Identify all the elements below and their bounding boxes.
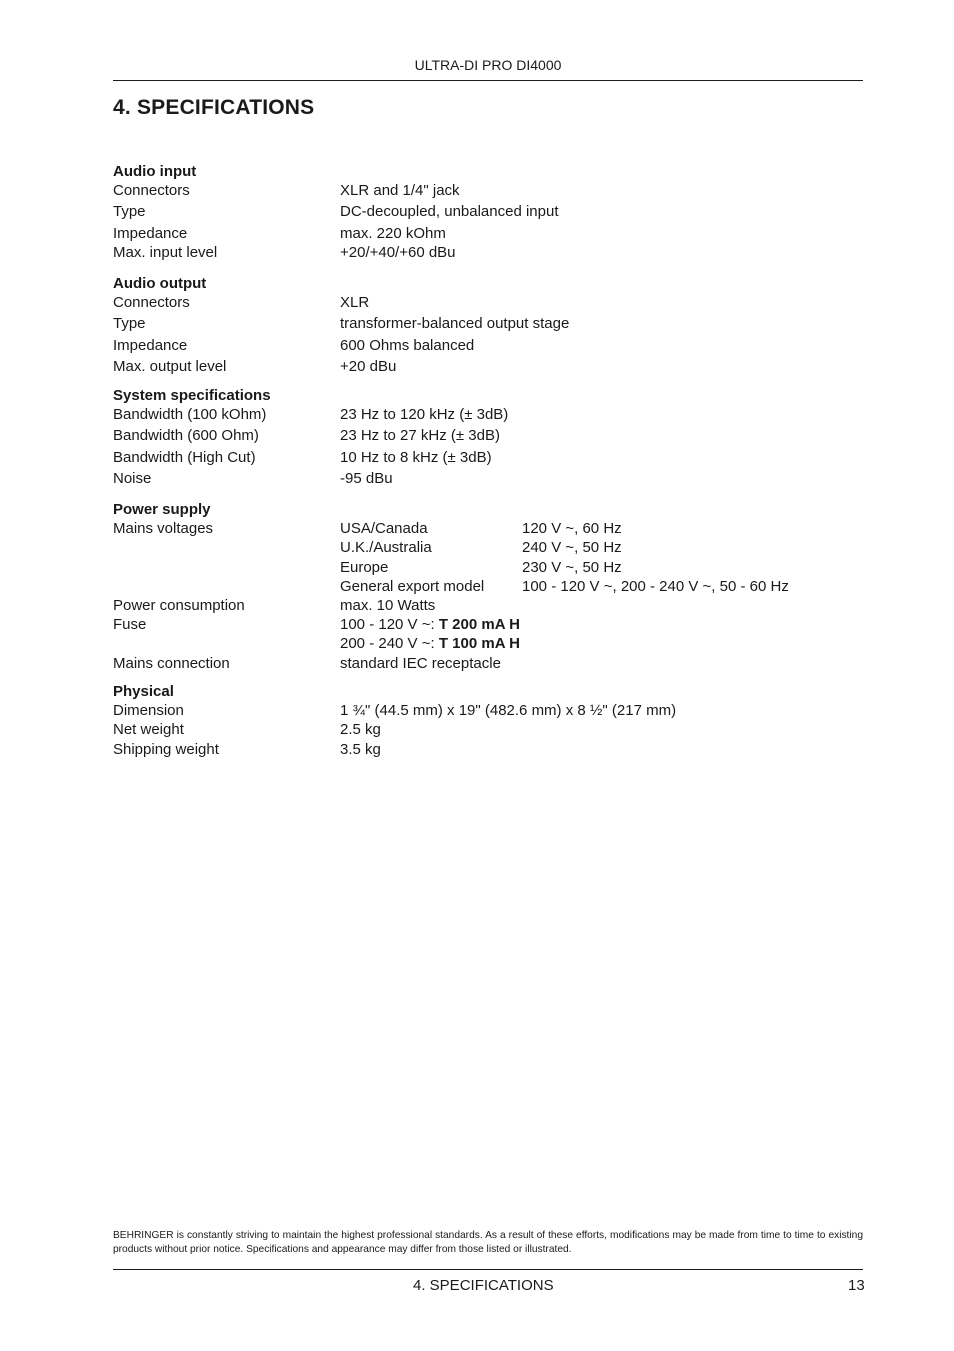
fuse-rating: T 200 mA H <box>438 616 520 633</box>
header-rule <box>113 80 863 81</box>
spec-label: Shipping weight <box>113 741 219 758</box>
spec-label: Net weight <box>113 721 184 738</box>
spec-value: transformer-balanced output stage <box>340 315 570 332</box>
spec-label: Type <box>113 203 146 220</box>
fuse-rating: T 100 mA H <box>438 635 520 652</box>
spec-label: Bandwidth (100 kOhm) <box>113 406 267 423</box>
spec-value: DC-decoupled, unbalanced input <box>340 203 559 220</box>
spec-value: 23 Hz to 27 kHz (± 3dB) <box>340 427 500 444</box>
spec-label: Power consumption <box>113 597 245 614</box>
mains-voltage: 120 V ~, 60 Hz <box>522 520 622 537</box>
spec-label: Type <box>113 315 146 332</box>
section-title-audio-output: Audio output <box>113 275 207 292</box>
spec-value: max. 220 kOhm <box>340 225 446 242</box>
spec-value: +20/+40/+60 dBu <box>340 244 456 261</box>
spec-value: max. 10 Watts <box>340 597 436 614</box>
running-header: ULTRA-DI PRO DI4000 <box>414 57 562 73</box>
footer-rule <box>113 1269 863 1270</box>
spec-value: 2.5 kg <box>340 721 381 738</box>
spec-value: standard IEC receptacle <box>340 655 501 672</box>
spec-value: XLR <box>340 294 370 311</box>
spec-label: Max. output level <box>113 358 227 375</box>
fuse-voltage: 100 - 120 V ~: <box>340 616 439 633</box>
fuse-voltage: 200 - 240 V ~: <box>340 635 439 652</box>
section-title-power-supply: Power supply <box>113 501 211 518</box>
section-title-physical: Physical <box>113 683 174 700</box>
mains-voltage: 230 V ~, 50 Hz <box>522 559 622 576</box>
section-title-system: System specifications <box>113 387 271 404</box>
page-number: 13 <box>848 1277 865 1294</box>
spec-value: 600 Ohms balanced <box>340 337 475 354</box>
fuse-value <box>340 635 520 653</box>
mains-region: General export model <box>340 578 485 595</box>
spec-value: 10 Hz to 8 kHz (± 3dB) <box>340 449 492 466</box>
spec-label: Fuse <box>113 616 147 633</box>
spec-label: Noise <box>113 470 152 487</box>
spec-label: Connectors <box>113 294 190 311</box>
spec-label: Dimension <box>113 702 184 719</box>
mains-region: U.K./Australia <box>340 539 432 556</box>
spec-value: -95 dBu <box>340 470 393 487</box>
spec-value: XLR and 1/4" jack <box>340 182 460 199</box>
page-title: 4. SPECIFICATIONS <box>113 96 315 119</box>
spec-label: Max. input level <box>113 244 218 261</box>
spec-value: 3.5 kg <box>340 741 381 758</box>
footer-section-title: 4. SPECIFICATIONS <box>413 1277 554 1294</box>
mains-voltage: 100 - 120 V ~, 200 - 240 V ~, 50 - 60 Hz <box>522 578 789 595</box>
spec-label: Impedance <box>113 225 188 242</box>
spec-value: +20 dBu <box>340 358 397 375</box>
spec-label: Bandwidth (High Cut) <box>113 449 256 466</box>
section-title-audio-input: Audio input <box>113 163 197 180</box>
disclaimer-text: BEHRINGER is constantly striving to maintain the highest professional standards. As a result of these efforts, modifications may be made from time to time to existing products without prior notice. Specifications and appearance may differ from those listed or illustrated. <box>113 1230 863 1255</box>
spec-label: Impedance <box>113 337 188 354</box>
mains-region: Europe <box>340 559 389 576</box>
spec-label: Connectors <box>113 182 190 199</box>
spec-label: Mains voltages <box>113 520 214 537</box>
spec-value: 1 ¾" (44.5 mm) x 19" (482.6 mm) x 8 ½" (217 mm) <box>340 702 677 719</box>
spec-label: Mains connection <box>113 655 230 672</box>
spec-value: 23 Hz to 120 kHz (± 3dB) <box>340 406 509 423</box>
spec-label: Bandwidth (600 Ohm) <box>113 427 259 444</box>
mains-region: USA/Canada <box>340 520 428 537</box>
fuse-value <box>340 616 520 634</box>
mains-voltage: 240 V ~, 50 Hz <box>522 539 622 556</box>
